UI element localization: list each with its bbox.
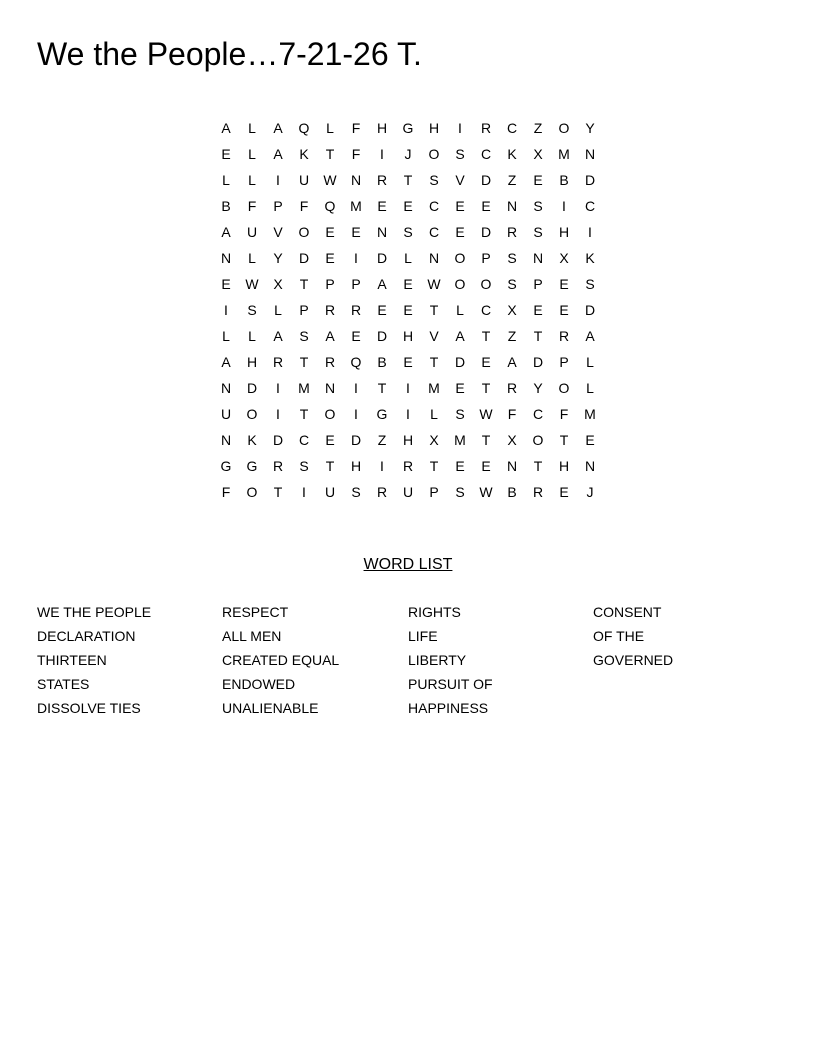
grid-letter: N [584,146,596,162]
grid-letter: I [562,198,566,214]
grid-letter: G [376,406,388,422]
grid-letter: I [354,380,358,396]
grid-row [213,427,603,453]
grid-letter: D [480,224,492,240]
grid-letter: D [350,432,362,448]
grid-letter: M [454,432,466,448]
grid-letter: F [351,120,361,136]
grid-letter: W [479,484,493,500]
grid-letter: R [506,380,518,396]
grid-letter: E [221,276,231,292]
grid-letter: T [325,458,335,474]
grid-letter: L [404,250,412,266]
grid-letter: A [273,328,283,344]
grid-letter: G [220,458,232,474]
grid-letter: E [481,354,491,370]
grid-letter: H [402,432,414,448]
grid-letter: A [585,328,595,344]
grid-letter: D [532,354,544,370]
grid-letter: E [559,302,569,318]
grid-letter: V [429,328,439,344]
grid-letter: S [455,406,465,422]
grid-letter: T [559,432,569,448]
word-list-heading: WORD LIST [363,556,453,573]
grid-letter: N [428,250,440,266]
grid-letter: M [584,406,596,422]
grid-letter: K [247,432,257,448]
grid-letter: L [248,328,256,344]
word-list-column-1 [37,600,217,720]
grid-letter: A [377,276,387,292]
grid-letter: B [377,354,387,370]
grid-letter: R [324,302,336,318]
grid-letter: I [406,406,410,422]
grid-letter: N [220,250,232,266]
grid-letter: D [272,432,284,448]
grid-letter: O [298,224,310,240]
grid-letter: R [376,484,388,500]
grid-letter: C [584,198,596,214]
grid-letter: O [246,484,258,500]
grid-letter: C [480,146,492,162]
grid-letter: D [376,328,388,344]
grid-letter: L [430,406,438,422]
grid-letter: R [272,354,284,370]
grid-letter: T [481,432,491,448]
grid-letter: S [351,484,361,500]
grid-letter: T [299,406,309,422]
grid-letter: P [351,276,361,292]
grid-letter: D [480,172,492,188]
grid-letter: F [221,484,231,500]
grid-letter: D [454,354,466,370]
grid-letter: N [350,172,362,188]
grid-letter: N [376,224,388,240]
grid-letter: B [559,172,569,188]
word-list-item: RIGHTS [408,604,461,620]
grid-letter: E [403,354,413,370]
grid-letter: N [506,198,518,214]
word-list-item: GOVERNED [593,652,674,668]
grid-letter: O [324,406,336,422]
grid-row [213,323,603,349]
grid-letter: R [558,328,570,344]
grid-letter: E [403,302,413,318]
grid-letter: T [481,328,491,344]
grid-letter: Q [324,198,336,214]
grid-letter: I [302,484,306,500]
grid-letter: T [273,484,283,500]
grid-letter: A [273,146,283,162]
word-list-item: DISSOLVE TIES [37,700,141,716]
grid-letter: O [480,276,492,292]
word-list-item: WE THE PEOPLE [37,604,152,620]
grid-letter: N [220,380,232,396]
grid-letter: S [429,172,439,188]
grid-letter: R [506,224,518,240]
grid-letter: R [402,458,414,474]
word-list-item: PURSUIT OF [408,676,493,692]
grid-letter: E [325,224,335,240]
grid-letter: R [350,302,362,318]
grid-letter: T [429,302,439,318]
grid-letter: T [429,458,439,474]
grid-letter: S [507,250,517,266]
grid-letter: I [380,146,384,162]
grid-letter: N [584,458,596,474]
grid-letter: C [428,198,440,214]
word-list-item: RESPECT [222,604,289,620]
grid-letter: S [533,198,543,214]
grid-letter: U [324,484,336,500]
grid-row [213,271,603,297]
grid-letter: I [354,250,358,266]
grid-letter: A [221,224,231,240]
grid-letter: H [376,120,388,136]
word-list-column-3 [408,600,588,720]
grid-letter: I [276,380,280,396]
grid-letter: C [506,120,518,136]
grid-letter: K [507,146,517,162]
grid-letter: S [533,224,543,240]
grid-letter: T [299,354,309,370]
grid-letter: E [481,458,491,474]
grid-letter: P [481,250,491,266]
grid-letter: P [429,484,439,500]
grid-letter: E [559,484,569,500]
grid-letter: E [377,302,387,318]
grid-letter: U [220,406,232,422]
grid-letter: I [380,458,384,474]
grid-letter: L [222,172,230,188]
grid-letter: X [273,276,283,292]
grid-letter: M [558,146,570,162]
grid-row [213,375,603,401]
grid-letter: T [403,172,413,188]
grid-letter: G [246,458,258,474]
grid-letter: T [533,328,543,344]
grid-letter: S [585,276,595,292]
grid-letter: U [298,172,310,188]
word-list-item: STATES [37,676,90,692]
grid-letter: W [245,276,259,292]
grid-letter: H [558,224,570,240]
grid-letter: E [481,198,491,214]
grid-row [213,193,603,219]
page-title: We the People…7-21-26 T. [37,36,422,72]
word-list-item: THIRTEEN [37,652,107,668]
grid-row [213,167,603,193]
grid-letter: R [272,458,284,474]
grid-letter: E [403,276,413,292]
grid-letter: X [507,302,517,318]
grid-letter: S [507,276,517,292]
grid-letter: E [533,172,543,188]
grid-letter: I [588,224,592,240]
grid-letter: D [584,172,596,188]
grid-letter: M [428,380,440,396]
grid-letter: X [507,432,517,448]
word-list-item: UNALIENABLE [222,700,319,716]
word-list-item: LIFE [408,628,438,644]
grid-letter: L [456,302,464,318]
grid-letter: L [248,120,256,136]
grid-letter: N [532,250,544,266]
word-list-item: CONSENT [593,604,662,620]
grid-letter: R [480,120,492,136]
grid-letter: Y [273,250,283,266]
grid-letter: L [274,302,282,318]
grid-letter: Z [507,172,517,188]
grid-row [213,479,603,505]
grid-letter: X [533,146,543,162]
grid-letter: P [325,276,335,292]
grid-letter: T [533,458,543,474]
word-list-column-2 [222,600,402,720]
grid-letter: Z [533,120,543,136]
grid-letter: R [324,354,336,370]
grid-letter: H [402,328,414,344]
grid-letter: L [248,172,256,188]
grid-letter: I [276,406,280,422]
grid-row [213,245,603,271]
grid-letter: X [559,250,569,266]
grid-letter: O [246,406,258,422]
grid-letter: E [403,198,413,214]
grid-letter: U [402,484,414,500]
grid-letter: T [481,380,491,396]
grid-letter: M [350,198,362,214]
grid-letter: M [298,380,310,396]
grid-letter: H [350,458,362,474]
grid-letter: A [273,120,283,136]
grid-letter: F [247,198,257,214]
grid-row [213,115,603,141]
grid-letter: E [325,432,335,448]
grid-letter: L [248,146,256,162]
grid-letter: E [221,146,231,162]
grid-letter: I [406,380,410,396]
grid-letter: I [276,172,280,188]
grid-letter: R [376,172,388,188]
grid-letter: E [559,276,569,292]
grid-letter: S [247,302,257,318]
grid-letter: A [507,354,517,370]
grid-letter: U [246,224,258,240]
grid-letter: E [351,224,361,240]
grid-letter: A [221,354,231,370]
grid-letter: E [351,328,361,344]
grid-row [213,349,603,375]
grid-letter: Q [350,354,362,370]
grid-letter: O [428,146,440,162]
grid-letter: S [455,484,465,500]
grid-letter: K [585,250,595,266]
grid-letter: E [455,198,465,214]
grid-letter: O [532,432,544,448]
grid-letter: G [402,120,414,136]
grid-letter: O [454,250,466,266]
grid-letter: C [428,224,440,240]
grid-letter: F [299,198,309,214]
grid-letter: C [532,406,544,422]
grid-letter: L [326,120,334,136]
grid-letter: H [558,458,570,474]
grid-row [213,219,603,245]
grid-letter: I [458,120,462,136]
grid-letter: D [246,380,258,396]
grid-letter: L [586,354,594,370]
grid-letter: L [586,380,594,396]
grid-row [213,401,603,427]
grid-letter: E [533,302,543,318]
grid-letter: D [298,250,310,266]
grid-letter: F [559,406,569,422]
grid-letter: O [454,276,466,292]
grid-letter: E [377,198,387,214]
grid-letter: E [455,380,465,396]
grid-letter: D [376,250,388,266]
grid-letter: S [299,458,309,474]
grid-letter: J [404,146,412,162]
grid-letter: E [325,250,335,266]
grid-letter: B [221,198,231,214]
grid-letter: L [222,328,230,344]
grid-letter: O [558,380,570,396]
grid-letter: Y [533,380,543,396]
grid-letter: S [455,146,465,162]
grid-letter: I [354,406,358,422]
word-list-item: ALL MEN [222,628,282,644]
grid-letter: I [224,302,228,318]
grid-letter: T [377,380,387,396]
grid-letter: N [506,458,518,474]
grid-letter: L [248,250,256,266]
word-list-item: HAPPINESS [408,700,489,716]
grid-letter: E [455,224,465,240]
word-list-item: CREATED EQUAL [222,652,340,668]
grid-letter: C [298,432,310,448]
grid-letter: H [246,354,258,370]
grid-letter: T [299,276,309,292]
grid-letter: X [429,432,439,448]
grid-letter: O [558,120,570,136]
grid-letter: W [323,172,337,188]
grid-letter: R [532,484,544,500]
grid-letter: A [221,120,231,136]
grid-letter: Q [298,120,310,136]
grid-letter: A [325,328,335,344]
word-list-column-4 [593,600,773,672]
grid-letter: P [533,276,543,292]
grid-letter: A [455,328,465,344]
grid-letter: P [273,198,283,214]
grid-letter: J [586,484,594,500]
grid-letter: W [427,276,441,292]
grid-letter: N [324,380,336,396]
word-list-item: OF THE [593,628,645,644]
grid-letter: F [507,406,517,422]
grid-letter: D [584,302,596,318]
grid-letter: F [351,146,361,162]
grid-letter: T [429,354,439,370]
grid-letter: H [428,120,440,136]
grid-letter: B [507,484,517,500]
word-list-item: LIBERTY [408,652,467,668]
grid-row [213,453,603,479]
grid-letter: Z [507,328,517,344]
grid-letter: T [325,146,335,162]
grid-letter: E [585,432,595,448]
grid-letter: N [220,432,232,448]
grid-letter: V [455,172,465,188]
grid-letter: W [479,406,493,422]
word-search-grid [213,115,603,505]
grid-letter: K [299,146,309,162]
grid-letter: P [299,302,309,318]
grid-letter: C [480,302,492,318]
word-list-item: ENDOWED [222,676,296,692]
word-list-item: DECLARATION [37,628,136,644]
grid-letter: P [559,354,569,370]
grid-row [213,141,603,167]
grid-letter: E [455,458,465,474]
grid-letter: S [299,328,309,344]
grid-letter: Z [377,432,387,448]
grid-letter: V [273,224,283,240]
grid-row [213,297,603,323]
grid-letter: Y [585,120,595,136]
grid-letter: S [403,224,413,240]
